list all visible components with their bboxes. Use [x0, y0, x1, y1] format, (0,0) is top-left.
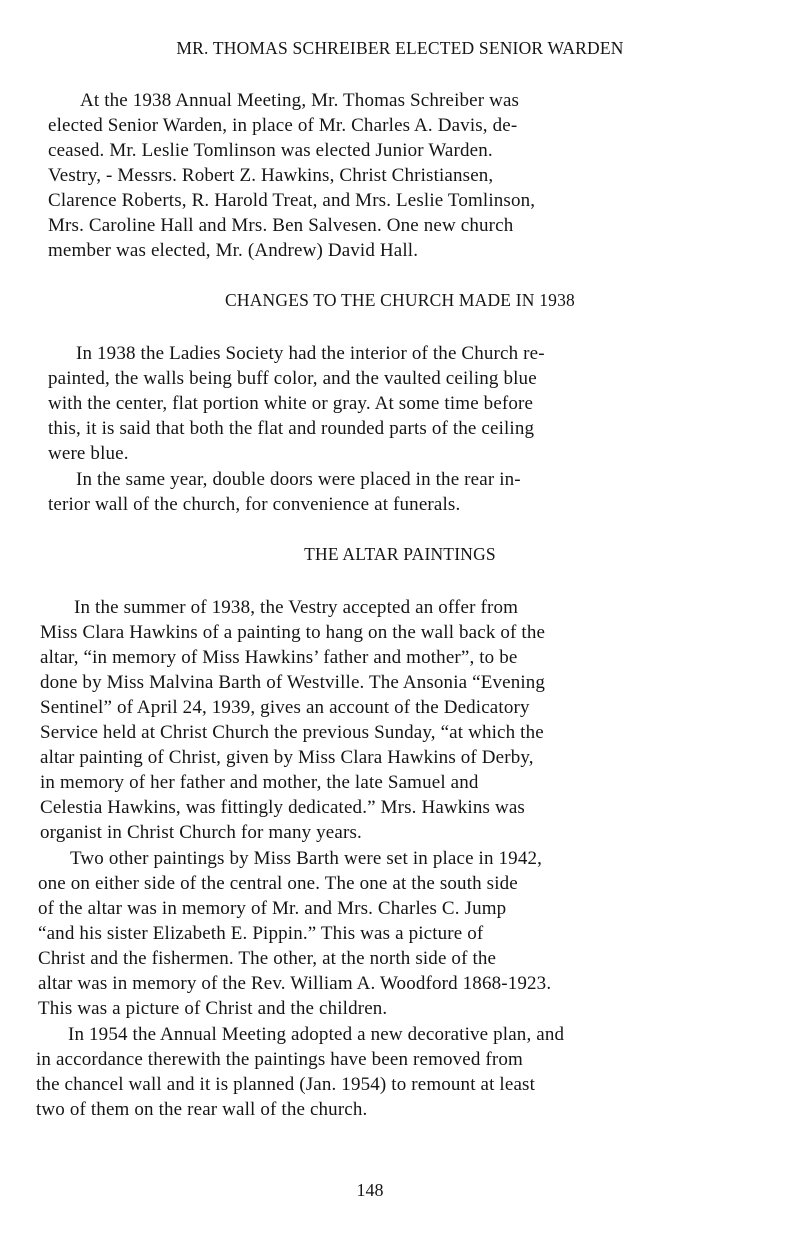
text-line: were blue.: [48, 443, 129, 464]
text-line: Two other paintings by Miss Barth were set in place in 1942,: [70, 848, 543, 869]
text-line: the chancel wall and it is planned (Jan. 1954) to remount at least: [36, 1074, 536, 1095]
text-line: In the summer of 1938, the Vestry accepted an offer from: [74, 597, 519, 618]
text-line: ceased. Mr. Leslie Tomlinson was elected Junior Warden.: [48, 140, 493, 161]
text-line: in accordance therewith the paintings have been removed from: [36, 1049, 523, 1070]
text-line: This was a picture of Christ and the children.: [38, 998, 388, 1019]
text-line: done by Miss Malvina Barth of Westville. The Ansonia “Evening: [40, 672, 546, 693]
text-line: Service held at Christ Church the previous Sunday, “at which the: [40, 722, 544, 743]
text-line: this, it is said that both the flat and rounded parts of the ceiling: [48, 418, 535, 439]
text-line: Mrs. Caroline Hall and Mrs. Ben Salvesen. One new church: [48, 215, 514, 236]
text-line: Celestia Hawkins, was fittingly dedicated.” Mrs. Hawkins was: [40, 797, 525, 818]
text-line: altar was in memory of the Rev. William A. Woodford 1868-1923.: [38, 973, 552, 994]
text-line: altar painting of Christ, given by Miss Clara Hawkins of Derby,: [40, 747, 534, 768]
text-line: “and his sister Elizabeth E. Pippin.” This was a picture of: [38, 923, 484, 944]
page-number: 148: [356, 1180, 384, 1200]
section-heading-changes-1938: CHANGES TO THE CHURCH MADE IN 1938: [224, 290, 575, 310]
text-line: in memory of her father and mother, the late Samuel and: [40, 772, 479, 793]
section-heading-altar-paintings: THE ALTAR PAINTINGS: [304, 544, 496, 564]
text-line: In 1954 the Annual Meeting adopted a new decorative plan, and: [68, 1024, 565, 1045]
text-line: organist in Christ Church for many years.: [40, 822, 362, 843]
text-line: member was elected, Mr. (Andrew) David Hall.: [48, 240, 419, 261]
text-line: elected Senior Warden, in place of Mr. Charles A. Davis, de-: [48, 115, 518, 136]
text-line: two of them on the rear wall of the church.: [36, 1099, 368, 1120]
text-line: Miss Clara Hawkins of a painting to hang on the wall back of the: [40, 622, 546, 643]
text-line: with the center, flat portion white or gray. At some time before: [48, 393, 534, 414]
text-line: Clarence Roberts, R. Harold Treat, and Mrs. Leslie Tomlinson,: [48, 190, 536, 211]
text-line: Sentinel” of April 24, 1939, gives an account of the Dedicatory: [40, 697, 530, 718]
text-line: In 1938 the Ladies Society had the interior of the Church re-: [76, 343, 545, 364]
text-line: terior wall of the church, for convenience at funerals.: [48, 494, 461, 515]
text-line: Vestry, - Messrs. Robert Z. Hawkins, Christ Christiansen,: [48, 165, 494, 186]
text-line: painted, the walls being buff color, and the vaulted ceiling blue: [48, 368, 537, 389]
text-line: In the same year, double doors were placed in the rear in-: [76, 469, 521, 490]
text-line: At the 1938 Annual Meeting, Mr. Thomas Schreiber was: [80, 90, 520, 111]
section-heading-senior-warden: MR. THOMAS SCHREIBER ELECTED SENIOR WARDEN: [176, 38, 624, 58]
text-line: altar, “in memory of Miss Hawkins’ father and mother”, to be: [40, 647, 518, 668]
text-line: of the altar was in memory of Mr. and Mrs. Charles C. Jump: [38, 898, 507, 919]
text-line: Christ and the fishermen. The other, at the north side of the: [38, 948, 497, 969]
text-line: one on either side of the central one. The one at the south side: [38, 873, 518, 894]
